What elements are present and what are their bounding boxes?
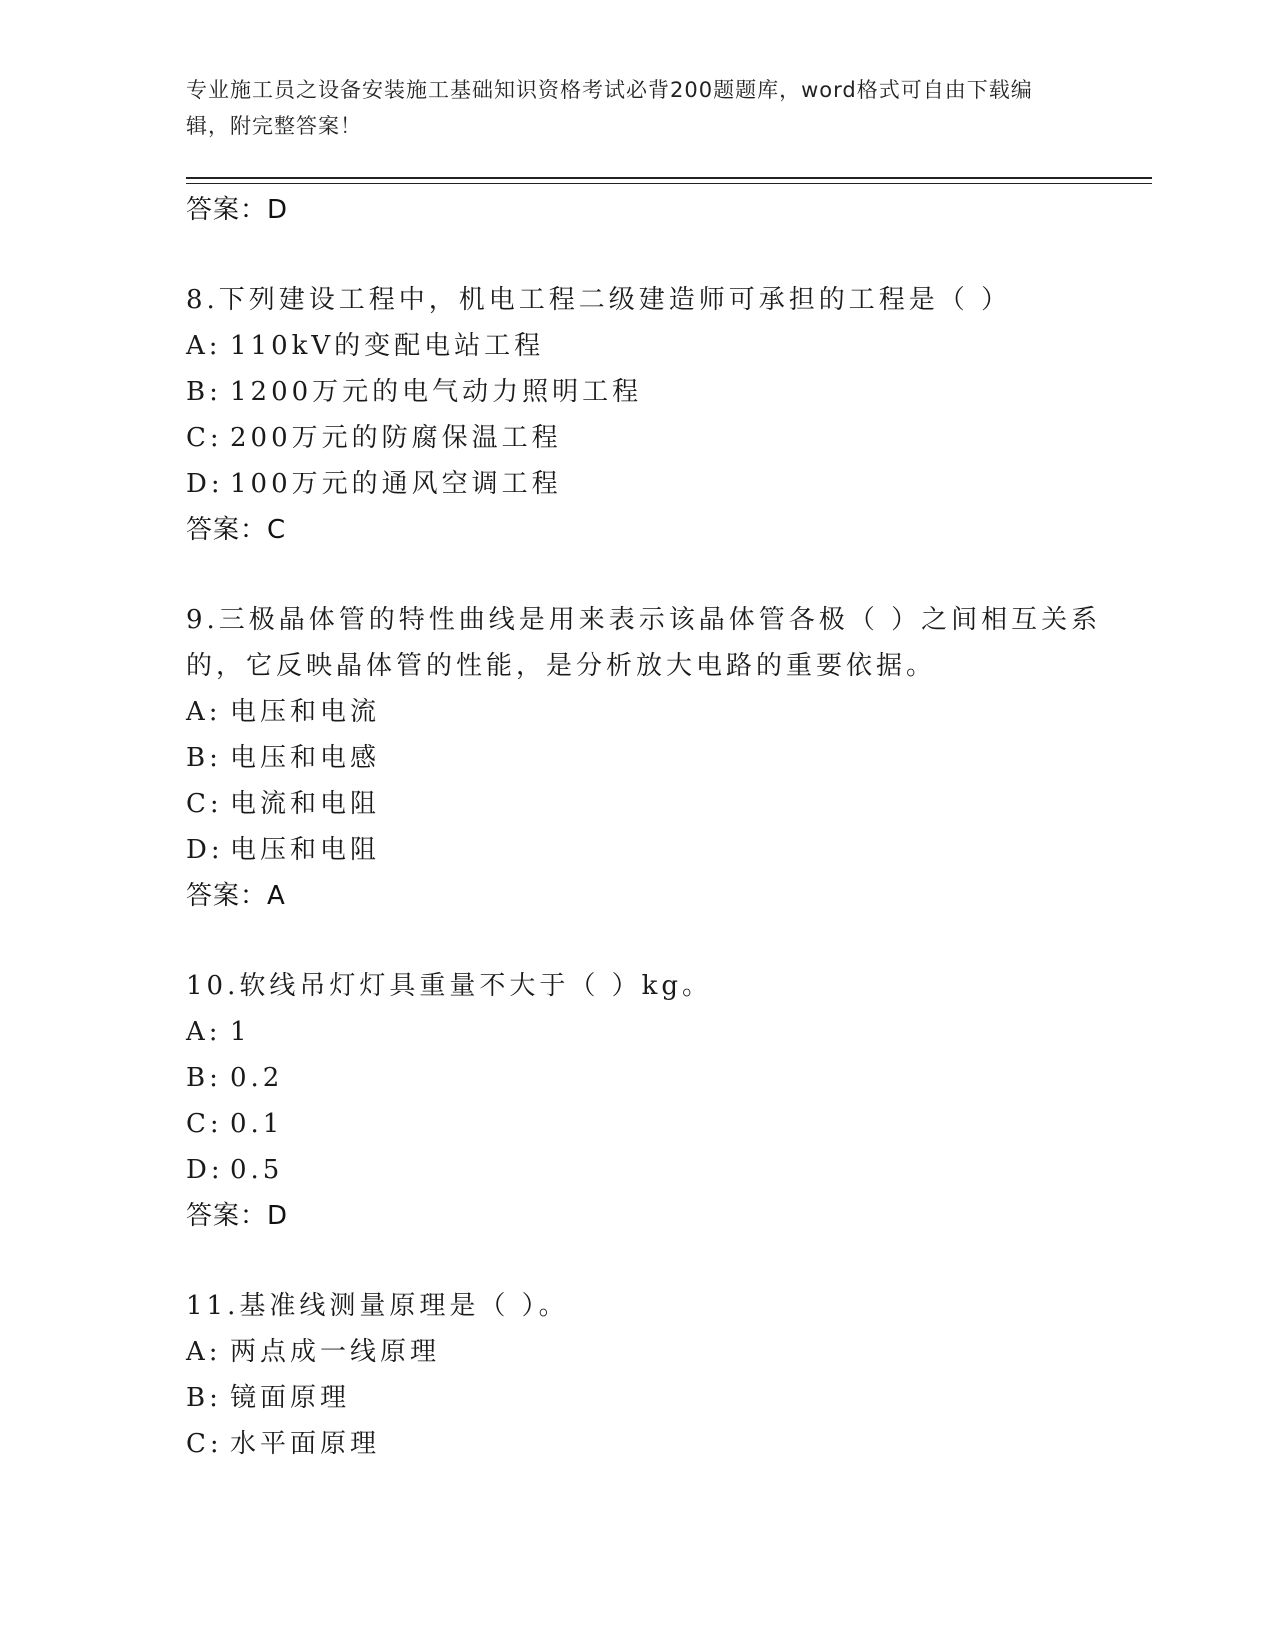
option-text: 镜面原理 xyxy=(230,1383,351,1413)
question-stem: 9.三极晶体管的特性曲线是用来表示该晶体管各极（ ）之间相互关系的，它反映晶体管的性能，是分析放大电路的重要依据。 xyxy=(186,605,1102,681)
option-c xyxy=(186,781,1152,827)
option-b xyxy=(186,735,1152,781)
option-key: B: xyxy=(186,1383,222,1413)
option-d xyxy=(186,461,1152,507)
option-key: C: xyxy=(186,1109,223,1139)
option-d xyxy=(186,1147,1152,1193)
option-key: B: xyxy=(186,1063,222,1093)
option-text: 电流和电阻 xyxy=(230,789,381,819)
option-text: 两点成一线原理 xyxy=(230,1337,441,1367)
option-b xyxy=(186,369,1152,415)
document-header xyxy=(186,72,1066,144)
option-text: 电压和电流 xyxy=(230,697,381,727)
option-a xyxy=(186,1329,1152,1375)
option-b xyxy=(186,1055,1152,1101)
question-block xyxy=(186,1283,1152,1467)
option-text: 水平面原理 xyxy=(230,1429,381,1459)
question-stem: 10.软线吊灯灯具重量不大于（ ）kg。 xyxy=(186,971,713,1001)
header-rule-thick xyxy=(186,177,1152,179)
header-title: 专业施工员之设备安装施工基础知识资格考试必背200题题库，word格式可自由下载编辑，附完整答案！ xyxy=(186,78,1033,138)
option-text: 100万元的通风空调工程 xyxy=(230,469,562,499)
document-body xyxy=(186,187,1152,1467)
option-text: 0.5 xyxy=(230,1155,284,1185)
option-key: A: xyxy=(186,1337,222,1367)
option-text: 0.2 xyxy=(230,1063,284,1093)
option-key: B: xyxy=(186,743,222,773)
question-block xyxy=(186,597,1152,919)
option-text: 电压和电阻 xyxy=(230,835,381,865)
option-text: 110kV的变配电站工程 xyxy=(230,331,545,361)
option-d xyxy=(186,827,1152,873)
option-key: C: xyxy=(186,789,223,819)
answer-line: 答案：D xyxy=(186,195,289,225)
answer-line: 答案：C xyxy=(186,515,287,545)
option-text: 200万元的防腐保温工程 xyxy=(230,423,562,453)
option-key: A: xyxy=(186,331,222,361)
answer-line: 答案：D xyxy=(186,1201,289,1231)
option-key: A: xyxy=(186,697,222,727)
answer-line: 答案：A xyxy=(186,881,286,911)
option-key: D: xyxy=(186,469,224,499)
option-text: 0.1 xyxy=(230,1109,284,1139)
option-key: C: xyxy=(186,423,223,453)
option-c xyxy=(186,1101,1152,1147)
option-key: D: xyxy=(186,835,224,865)
option-text: 1200万元的电气动力照明工程 xyxy=(230,377,643,407)
option-a xyxy=(186,689,1152,735)
option-b xyxy=(186,1375,1152,1421)
option-c xyxy=(186,415,1152,461)
header-rule-thin xyxy=(186,183,1152,184)
option-c xyxy=(186,1421,1152,1467)
option-key: C: xyxy=(186,1429,223,1459)
question-block xyxy=(186,963,1152,1239)
option-a xyxy=(186,323,1152,369)
option-key: B: xyxy=(186,377,222,407)
question-stem: 8.下列建设工程中，机电工程二级建造师可承担的工程是（ ） xyxy=(186,285,1012,315)
option-key: D: xyxy=(186,1155,224,1185)
option-a xyxy=(186,1009,1152,1055)
option-text: 电压和电感 xyxy=(230,743,381,773)
question-stem: 11.基准线测量原理是（ ）。 xyxy=(186,1291,569,1321)
question-block xyxy=(186,277,1152,553)
option-key: A: xyxy=(186,1017,222,1047)
option-text: 1 xyxy=(230,1017,251,1047)
